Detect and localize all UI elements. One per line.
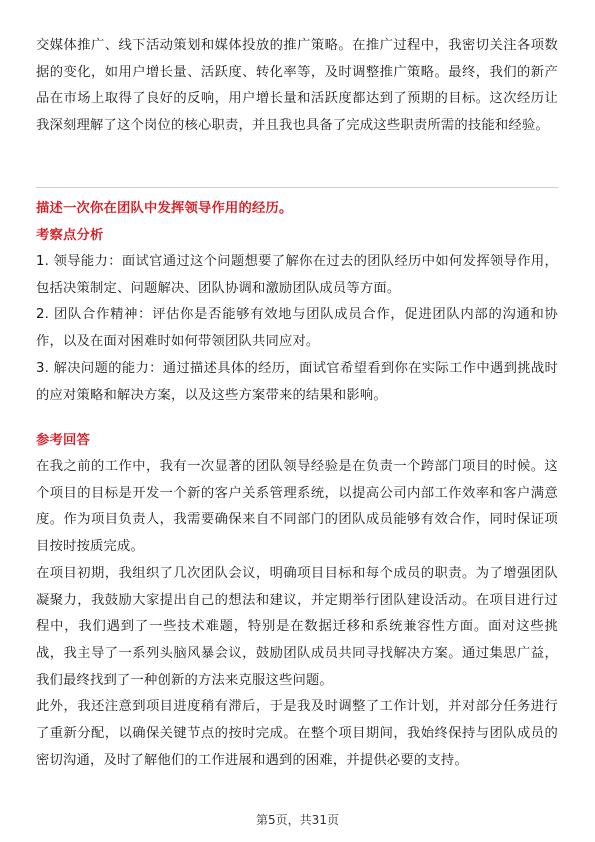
analysis-item: 3. 解决问题的能力：通过描述具体的经历，面试官希望看到你在实际工作中遇到挑战时的应对策略和解决方案，以及这些方案带来的结果和影响。 xyxy=(36,360,558,403)
answer-heading: 参考回答 xyxy=(36,433,90,448)
intro-section xyxy=(36,33,558,140)
question-section xyxy=(36,196,558,222)
page-number: 第5页，共31页 xyxy=(256,813,339,827)
analysis-item: 2. 团队合作精神：评估你是否能够有效地与团队成员合作，促进团队内部的沟通和协作，以及在面对困难时如何带领团队共同应对。 xyxy=(36,307,558,350)
answer-paragraph: 在我之前的工作中，我有一次显著的团队领导经验是在负责一个跨部门项目的时候。这个项目的目标是开发一个新的客户关系管理系统，以提高公司内部工作效率和客户满意度。作为项目负责人，我需要确保来自不同部门的团队成员能够有效合作，同时保证项目按时按质完成。 xyxy=(36,459,558,555)
analysis-item: 1. 领导能力：面试官通过这个问题想要了解你在过去的团队经历中如何发挥领导作用，包括决策制定、问题解决、团队协调和激励团队成员等方面。 xyxy=(36,254,558,296)
question-title: 描述一次你在团队中发挥领导作用的经历。 xyxy=(36,201,293,216)
answer-body xyxy=(36,454,558,774)
section-divider xyxy=(36,187,558,188)
analysis-heading: 考察点分析 xyxy=(36,228,104,243)
intro-paragraph: 交媒体推广、线下活动策划和媒体投放的推广策略。在推广过程中，我密切关注各项数据的变化，如用户增长量、活跃度、转化率等，及时调整推广策略。最终，我们的新产品在市场上取得了良好的反响，用户增长量和活跃度都达到了预期的目标。这次经历让我深刻理解了这个岗位的核心职责，并且我也具备了完成这些职责所需的技能和经验。 xyxy=(36,38,558,134)
answer-paragraph: 在项目初期，我组织了几次团队会议，明确项目目标和每个成员的职责。为了增强团队凝聚力，我鼓励大家提出自己的想法和建议，并定期举行团队建设活动。在项目进行过程中，我们遇到了一些技术难题，特别是在数据迁移和系统兼容性方面。面对这些挑战，我主导了一系列头脑风暴会议，鼓励团队成员共同寻找解决方案。通过集思广益，我们最终找到了一种创新的方法来克服这些问题。 xyxy=(36,565,558,688)
analysis-list xyxy=(36,249,558,409)
answer-section xyxy=(36,428,558,774)
answer-paragraph: 此外，我还注意到项目进度稍有滞后，于是我及时调整了工作计划，并对部分任务进行了重新分配，以确保关键节点的按时完成。在整个项目期间，我始终保持与团队成员的密切沟通，及时了解他们的工作进展和遇到的困难，并提供必要的支持。 xyxy=(36,699,558,768)
analysis-section xyxy=(36,223,558,409)
